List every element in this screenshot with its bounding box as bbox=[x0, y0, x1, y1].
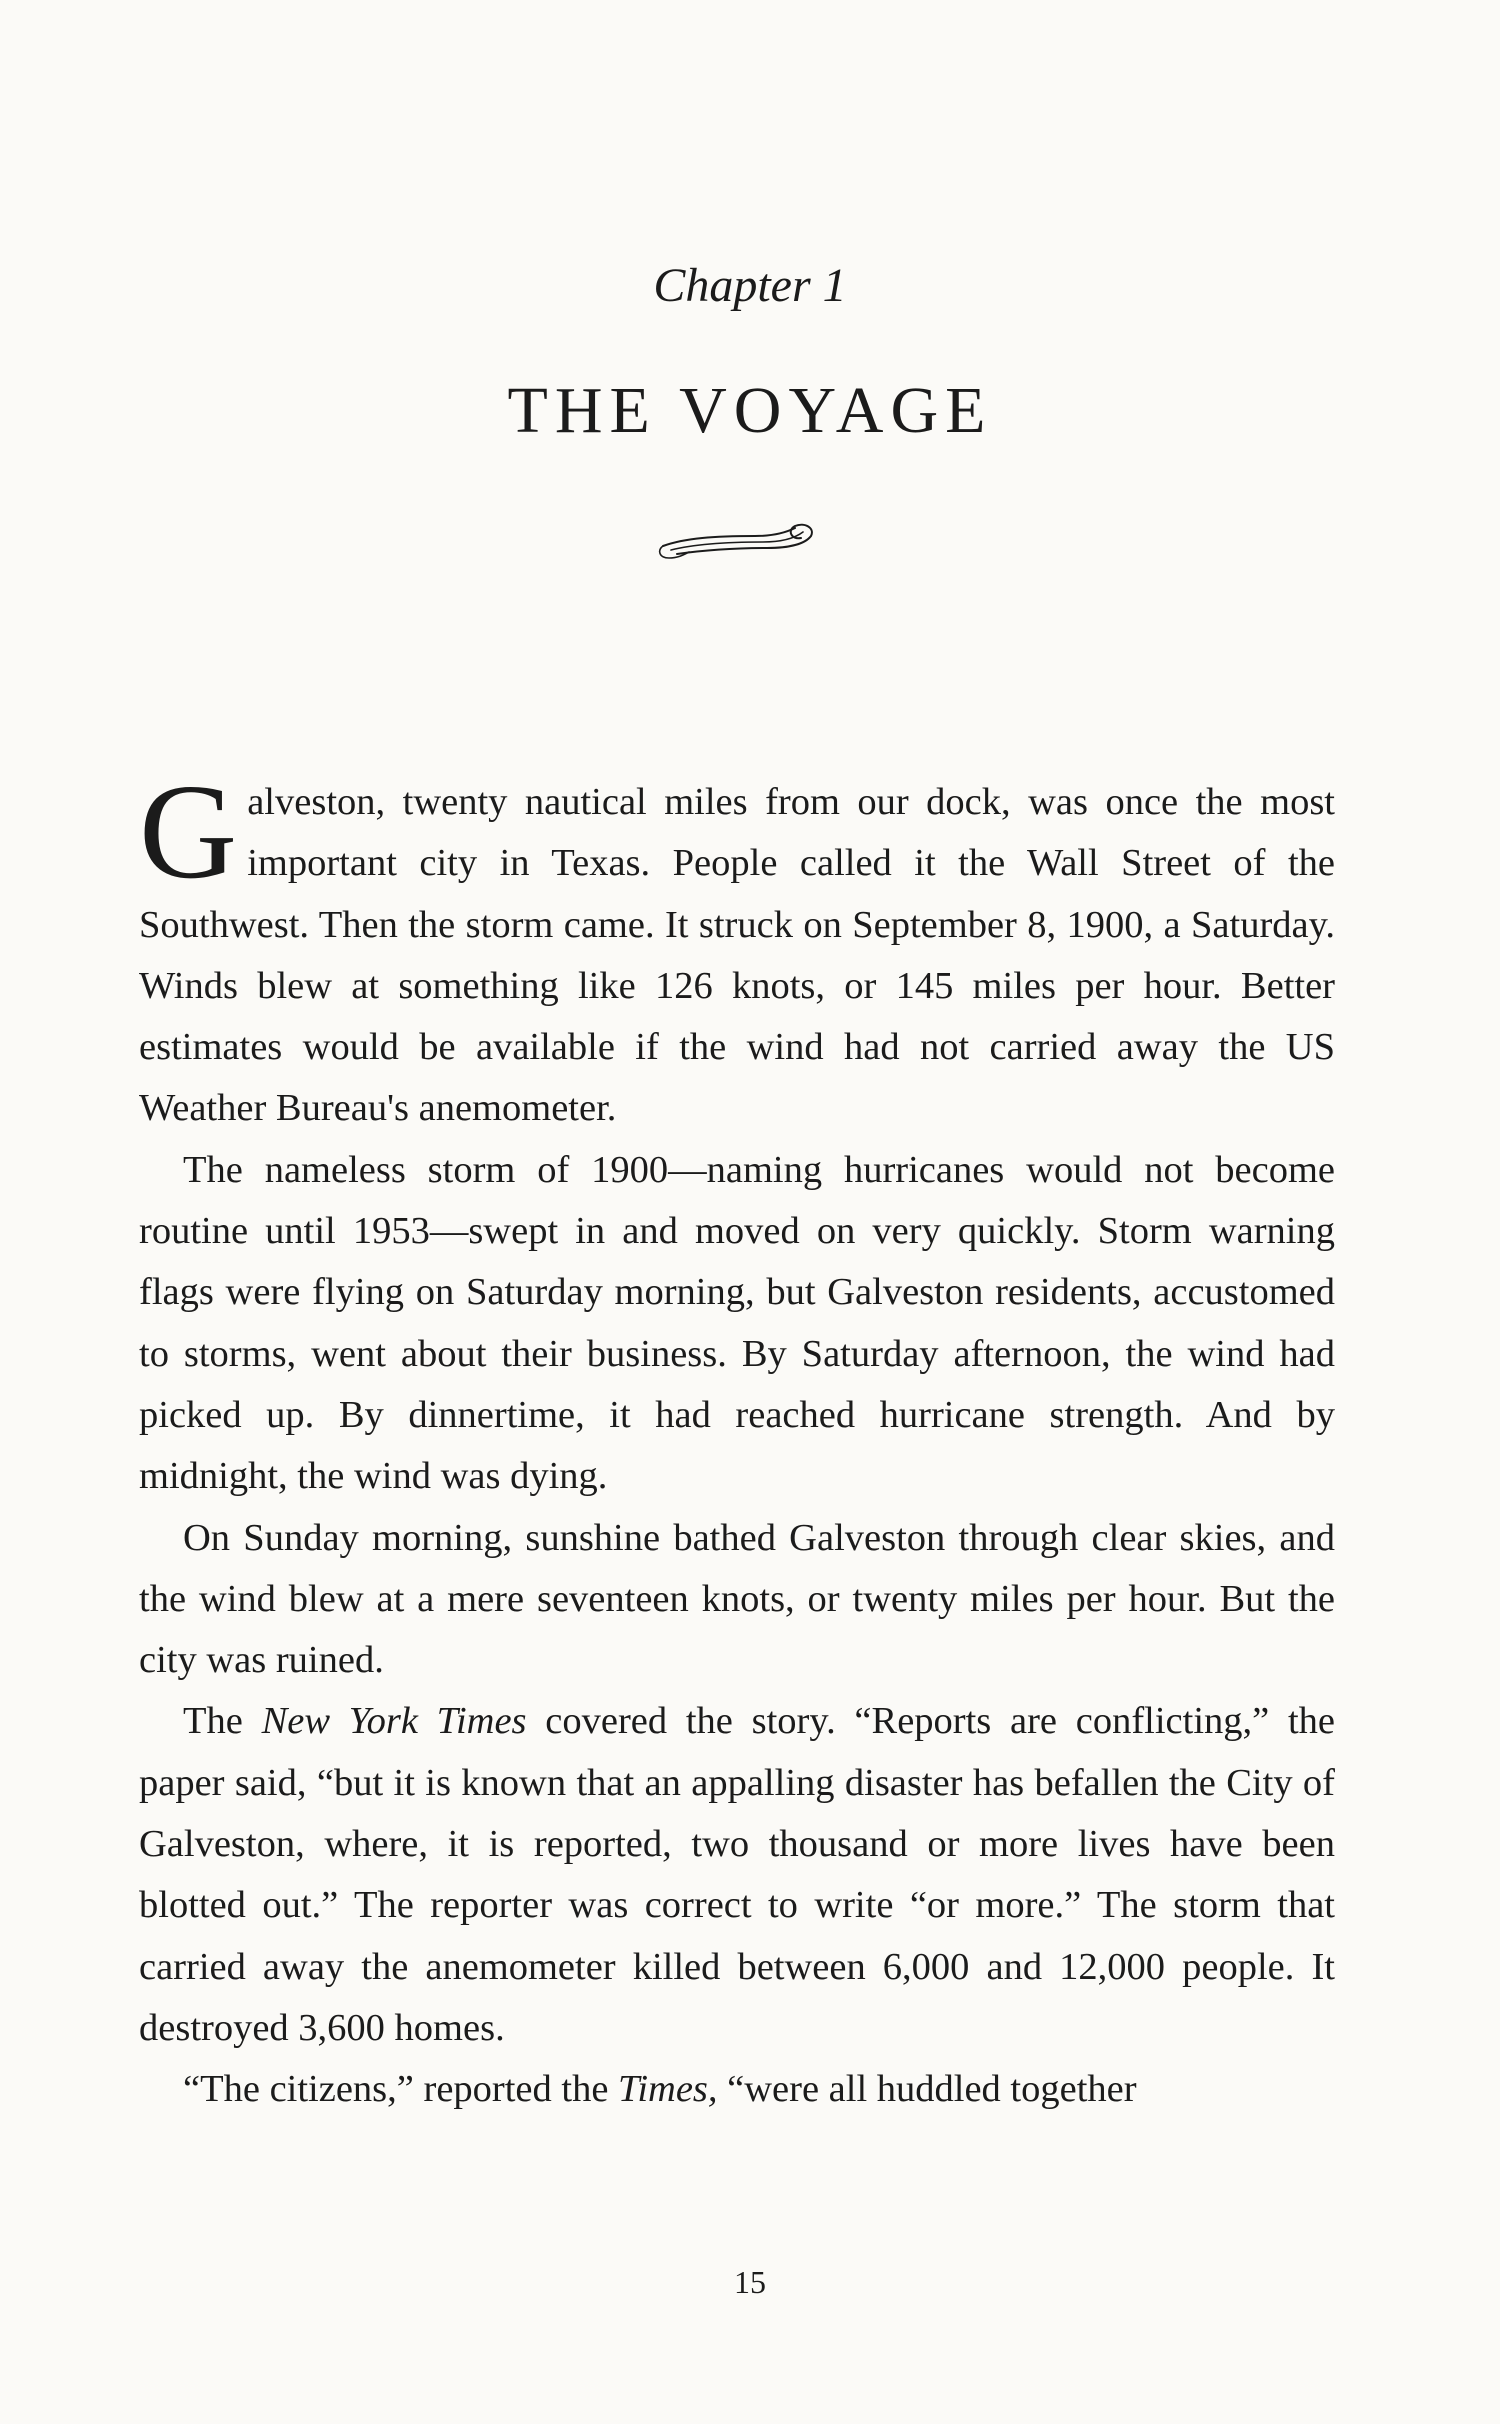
paragraph: The nameless storm of 1900—naming hurricanes would not become routine until 1953—swept in and moved on very quickly. Storm warning flags were flying on Saturday morning, but Galveston residents, accustomed to storms, went about their business. By Saturday afternoon, the wind had picked up. By dinnertime, it had reached hurricane strength. And by midnight, the wind was dying. bbox=[139, 1148, 1335, 1498]
paragraph-text: alveston, twenty nautical miles from our dock, was once the most important city in Texas. People called it the Wall Street of the Southwest. Then the storm came. It struck on September 8, 1900, a Saturday. Winds blew at something like 126 knots, or 145 miles per hour. Better estimates would be available if the wind had not carried away the US Weather Bureau's anemometer. bbox=[139, 781, 1335, 1130]
newspaper-title: Times, bbox=[618, 2068, 718, 2111]
paragraph bbox=[139, 2059, 1335, 2120]
paragraph-text: covered the story. “Reports are conflicting,” the paper said, “but it is known that an appalling disaster has befallen the City of Galveston, where, it is reported, two thousand or more lives have been blotted out.” The reporter was correct to write “or more.” The storm that carried away the anemometer killed between 6,000 and 12,000 people. It destroyed 3,600 homes. bbox=[139, 1700, 1335, 2049]
flourish-ornament-icon bbox=[655, 508, 825, 568]
drop-cap: G bbox=[139, 757, 238, 907]
paragraph-text: The bbox=[183, 1700, 262, 1743]
paragraph-text: “The citizens,” reported the bbox=[183, 2068, 619, 2111]
paragraph bbox=[139, 1691, 1335, 2059]
body-text bbox=[139, 757, 1335, 2121]
paragraph: On Sunday morning, sunshine bathed Galveston through clear skies, and the wind blew at a mere seventeen knots, or twenty miles per hour. But the city was ruined. bbox=[139, 1516, 1335, 1682]
chapter-title: THE VOYAGE bbox=[507, 374, 993, 447]
paragraph-text: “were all huddled together bbox=[717, 2068, 1137, 2111]
page-number: 15 bbox=[734, 2264, 766, 2300]
newspaper-title: New York Times bbox=[261, 1700, 527, 1743]
chapter-label: Chapter 1 bbox=[653, 259, 847, 312]
paragraph bbox=[139, 757, 1335, 1140]
